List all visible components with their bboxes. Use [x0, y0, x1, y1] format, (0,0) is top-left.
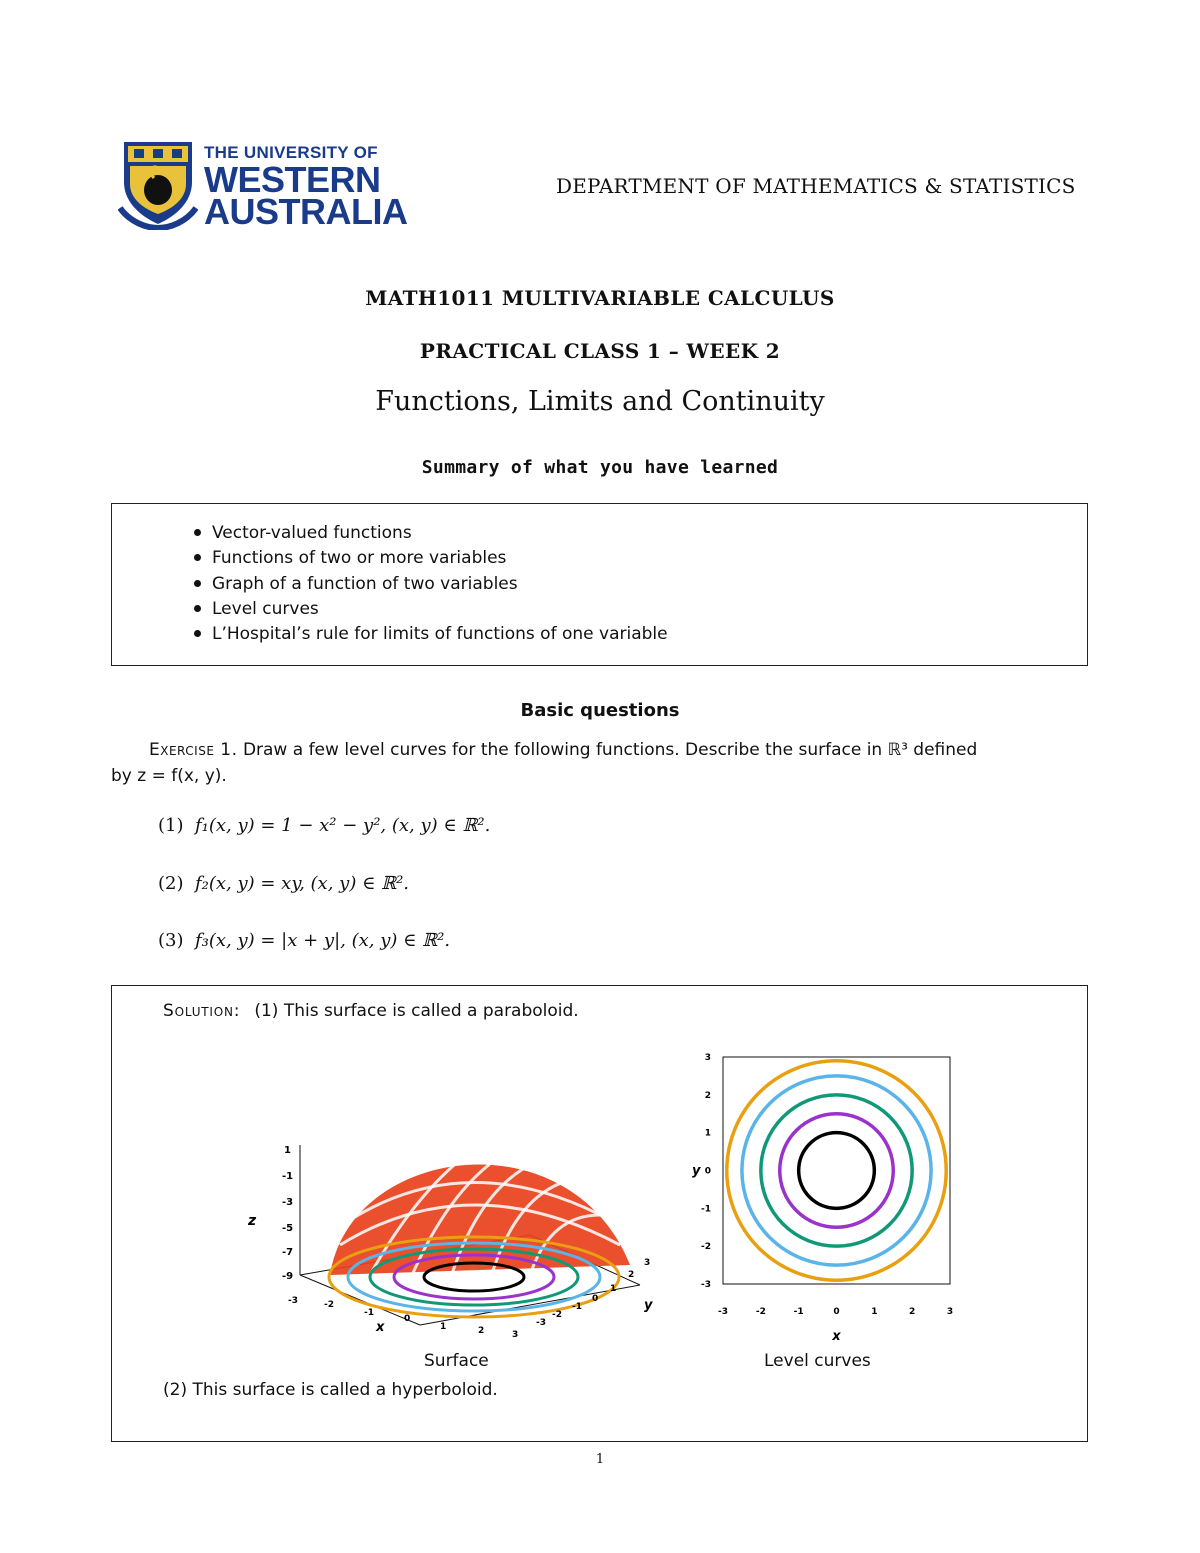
caption-level-curves: Level curves [764, 1351, 871, 1371]
solution-label: Solution: [163, 1001, 241, 1021]
item-number: (3) [158, 930, 184, 951]
y-tick-label: 2 [704, 1090, 711, 1101]
logo-line-3: AUSTRALIA [204, 191, 408, 232]
x-tick-label: -1 [793, 1307, 804, 1317]
exercise-text-1: Draw a few level curves for the following functions. Describe the surface in ℝ³ defined [242, 740, 978, 760]
level-curve-r=2.5 [742, 1076, 931, 1265]
summary-heading: Summary of what you have learned [421, 457, 779, 478]
solution-line-1 [163, 1001, 579, 1021]
x-axis-label: x [376, 1320, 385, 1335]
topic-title: Functions, Limits and Continuity [375, 386, 825, 417]
y-tick: 1 [610, 1284, 617, 1294]
exercise-item-3 [158, 930, 450, 951]
crest-icon [118, 138, 198, 230]
exercise-item-2 [158, 873, 409, 894]
basic-questions-heading: Basic questions [520, 700, 680, 721]
list-item [194, 546, 668, 571]
plot-frame [723, 1057, 950, 1284]
summary-list [194, 521, 668, 647]
level-curve-r=1 [799, 1133, 875, 1209]
y-tick-label: -1 [701, 1204, 711, 1215]
x-tick-label: 3 [946, 1307, 954, 1317]
surface-plot [240, 1125, 670, 1345]
bullet-icon [194, 554, 201, 561]
list-item [194, 572, 668, 597]
exercise-label: Exercise 1. [149, 740, 238, 760]
solution-line-2: (2) This surface is called a hyperboloid. [163, 1380, 498, 1400]
solution-text-1: (1) This surface is called a paraboloid. [254, 1001, 579, 1021]
y-tick-label: 1 [704, 1128, 711, 1139]
z-tick: -9 [282, 1271, 294, 1282]
exercise-statement [111, 737, 1091, 789]
x-tick-label: 0 [833, 1307, 840, 1317]
y-tick: -2 [552, 1310, 562, 1320]
z-tick: -7 [282, 1247, 294, 1258]
logo-line-1: THE UNIVERSITY OF [204, 143, 378, 162]
item-number: (1) [158, 815, 184, 836]
x-tick: 1 [440, 1322, 447, 1332]
x-tick: 3 [512, 1330, 519, 1340]
caption-surface: Surface [424, 1351, 489, 1371]
list-item-text: L’Hospital’s rule for limits of functions of one variable [212, 624, 668, 645]
list-item-text: Graph of a function of two variables [212, 573, 518, 594]
x-tick-label: 1 [871, 1307, 878, 1317]
level-curve-r=1.5 [780, 1114, 894, 1228]
x-axis-label: x [832, 1329, 841, 1344]
bullet-icon [194, 605, 201, 612]
x-tick-label: -3 [718, 1307, 728, 1317]
y-tick-label: -2 [701, 1242, 711, 1253]
exercise-text-2: by z = f(x, y). [111, 766, 227, 786]
department-name: DEPARTMENT OF MATHEMATICS & STATISTICS [556, 174, 1076, 198]
x-tick: -2 [324, 1300, 334, 1310]
item-expression: f₃(x, y) = |x + y|, (x, y) ∈ ℝ². [194, 930, 451, 951]
item-number: (2) [158, 873, 184, 894]
list-item-text: Vector-valued functions [212, 523, 412, 543]
x-tick-label: 2 [909, 1307, 916, 1317]
y-ticks [701, 1053, 711, 1290]
list-item [194, 521, 668, 546]
page-number: 1 [595, 1452, 605, 1467]
surface-y-ticks [536, 1258, 650, 1328]
level-curves [727, 1061, 946, 1280]
y-tick: -1 [572, 1302, 582, 1312]
practical-title: PRACTICAL CLASS 1 – WEEK 2 [419, 339, 781, 363]
x-tick: 2 [478, 1326, 485, 1336]
y-tick: 2 [628, 1270, 635, 1280]
summary-box [111, 503, 1088, 666]
y-tick: 0 [592, 1294, 599, 1304]
x-tick-label: -2 [755, 1307, 766, 1317]
y-tick-label: 3 [704, 1053, 711, 1063]
z-tick: -1 [282, 1171, 294, 1182]
z-tick: -3 [282, 1197, 294, 1208]
x-tick: -1 [364, 1308, 374, 1318]
list-item-text: Functions of two or more variables [212, 548, 507, 569]
level-curve-r=2 [761, 1095, 912, 1246]
y-tick-label: 0 [704, 1166, 711, 1177]
list-item [194, 622, 668, 647]
item-expression: f₁(x, y) = 1 − x² − y², (x, y) ∈ ℝ². [194, 815, 491, 836]
list-item-text: Level curves [212, 598, 319, 619]
z-axis-label: z [248, 1213, 257, 1229]
exercise-item-1 [158, 815, 490, 836]
y-axis-label: y [692, 1163, 701, 1179]
university-logo [118, 138, 408, 232]
y-tick: 3 [644, 1258, 651, 1268]
z-tick: 1 [284, 1145, 291, 1156]
y-tick-label: -3 [701, 1280, 711, 1290]
list-item [194, 597, 668, 622]
bullet-icon [194, 580, 201, 587]
level-curves-chart [680, 1045, 970, 1345]
bullet-icon [194, 630, 201, 637]
bullet-icon [194, 529, 201, 536]
z-tick: -5 [282, 1223, 294, 1234]
x-ticks [718, 1307, 953, 1317]
y-tick: -3 [536, 1318, 546, 1328]
item-expression: f₂(x, y) = xy, (x, y) ∈ ℝ². [194, 873, 410, 894]
course-title: MATH1011 MULTIVARIABLE CALCULUS [365, 286, 835, 310]
x-tick: 0 [404, 1314, 411, 1324]
logo-line-2: WESTERN [204, 159, 381, 200]
y-axis-label: y [644, 1298, 653, 1313]
x-tick: -3 [288, 1296, 298, 1306]
surface-z-ticks [282, 1145, 293, 1282]
